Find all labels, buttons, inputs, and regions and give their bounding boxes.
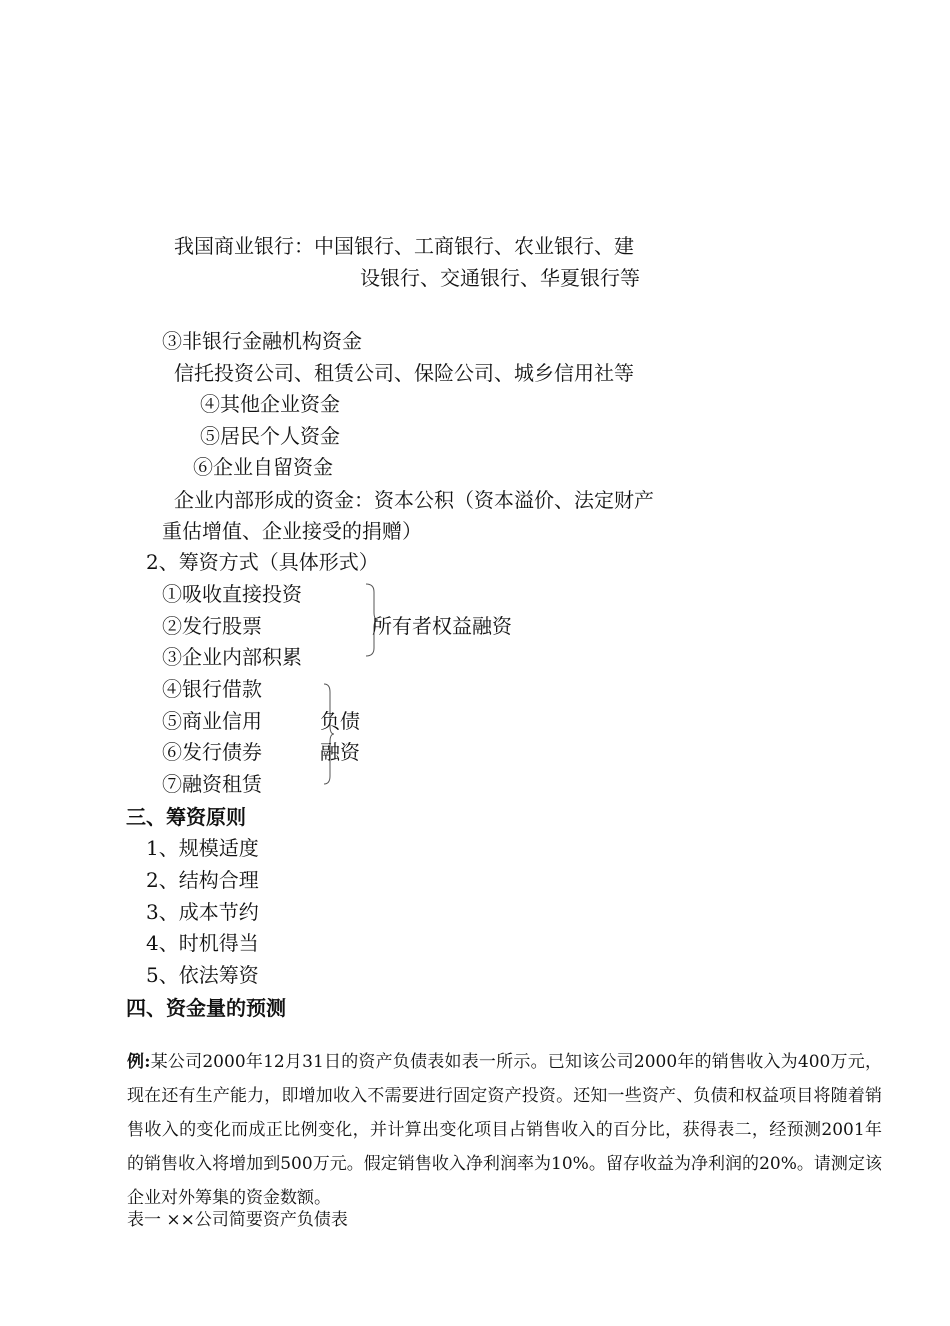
equity-item: ③企业内部积累 — [162, 645, 302, 669]
debt-label-line2: 融资 — [320, 740, 360, 764]
principle-item: 4、时机得当 — [146, 931, 259, 955]
source-retained: ⑥企业自留资金 — [193, 455, 333, 479]
principle-item: 2、结构合理 — [146, 868, 259, 892]
source-other-enterprise: ④其他企业资金 — [200, 392, 340, 416]
principle-item: 3、成本节约 — [146, 900, 259, 924]
debt-item: ⑥发行债券 — [162, 740, 262, 764]
source-residents: ⑤居民个人资金 — [200, 424, 340, 448]
principle-item: 5、依法筹资 — [146, 963, 259, 987]
debt-item: ⑤商业信用 — [162, 709, 262, 733]
internal-funds-line1: 企业内部形成的资金：资本公积（资本溢价、法定财产 — [174, 488, 654, 512]
example-paragraph — [127, 1045, 882, 1215]
commercial-banks-line2: 设银行、交通银行、华夏银行等 — [360, 266, 640, 290]
commercial-banks-line1: 我国商业银行：中国银行、工商银行、农业银行、建 — [174, 234, 634, 258]
debt-item: ④银行借款 — [162, 677, 262, 701]
debt-item: ⑦融资租赁 — [162, 772, 262, 796]
source-non-bank: ③非银行金融机构资金 — [162, 329, 362, 353]
equity-item: ①吸收直接投资 — [162, 582, 302, 606]
internal-funds-line2: 重估增值、企业接受的捐赠） — [162, 519, 422, 543]
forecast-heading: 四、资金量的预测 — [126, 996, 286, 1020]
example-label: 例: — [127, 1052, 151, 1072]
equity-label: 所有者权益融资 — [372, 614, 512, 638]
source-non-bank-examples: 信托投资公司、租赁公司、保险公司、城乡信用社等 — [174, 361, 634, 385]
example-text: 某公司2000年12月31日的资产负债表如表一所示。已知该公司2000年的销售收入为400万元，现在还有生产能力，即增加收入不需要进行固定资产投资。还知一些资产、负债和权益项目将随着销售收入的变化而成正比例变化，并计算出变化项目占销售收入的百分比，获得表二，经预测2001年的销售收入将增加到500万元。假定销售收入净利润率为10%。留存收益为净利润的20%。请测定该企业对外筹集的资金数额。 — [127, 1052, 882, 1208]
principles-heading: 三、筹资原则 — [126, 805, 246, 829]
equity-item: ②发行股票 — [162, 614, 262, 638]
principle-item: 1、规模适度 — [146, 836, 259, 860]
debt-label-line1: 负债 — [320, 709, 360, 733]
table-caption: 表一 ××公司简要资产负债表 — [127, 1210, 348, 1230]
financing-methods-heading: 2、筹资方式（具体形式） — [146, 550, 379, 574]
